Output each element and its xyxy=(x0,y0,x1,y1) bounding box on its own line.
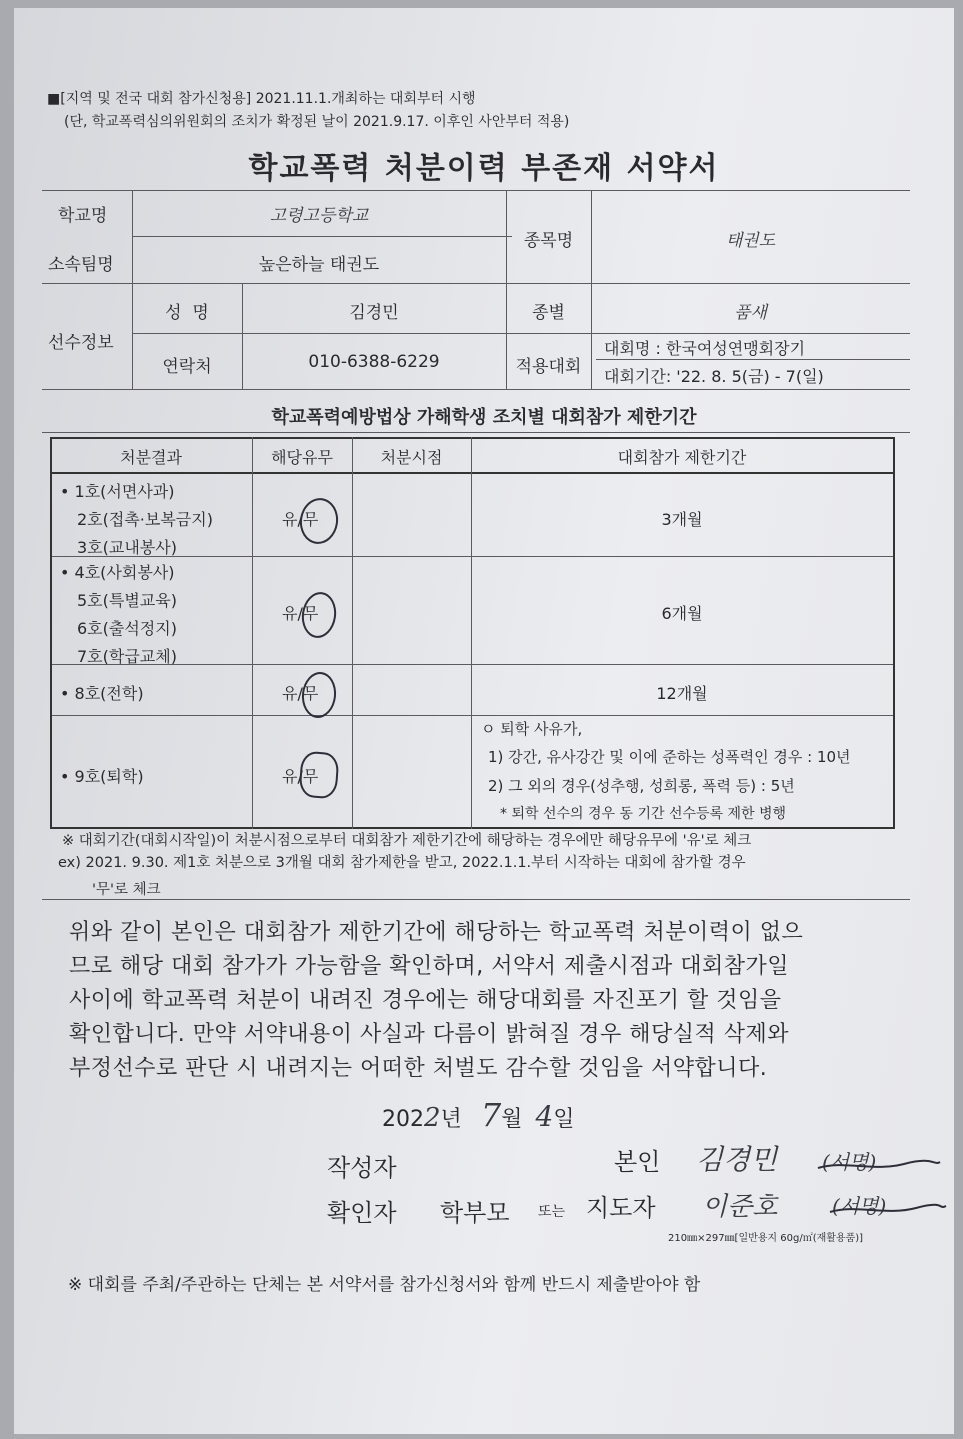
restriction-period: 6개월 xyxy=(661,604,703,623)
expulsion-line: 2) 그 외의 경우(성추행, 성희롱, 폭력 등) : 5년 xyxy=(488,777,795,795)
document-title: 학교폭력 처분이력 부존재 서약서 xyxy=(248,151,720,186)
note-2: ex) 2021. 9.30. 제1호 처분으로 3개월 대회 참가제한을 받고, 2022.1.1.부터 시작하는 대회에 참가할 경우 xyxy=(58,855,746,871)
header-line-1: ■[지역 및 전국 대회 참가신청용] 2021.11.1.개최하는 대회부터 시행 xyxy=(47,91,476,107)
player-info-label: 선수정보 xyxy=(48,333,114,353)
or-label: 또는 xyxy=(538,1204,566,1220)
team-label: 소속팀명 xyxy=(48,255,114,275)
expulsion-line: * 퇴학 선수의 경우 동 기간 선수등록 제한 병행 xyxy=(500,806,787,822)
signature-scribble-1 xyxy=(814,1146,944,1186)
pledge-document xyxy=(14,8,954,1434)
expulsion-line: ㅇ 퇴학 사유가, xyxy=(481,720,583,738)
result-item: • 4호(사회봉사) xyxy=(60,563,175,582)
pledge-line: 확인합니다. 만약 서약내용이 사실과 다름이 밝혀질 경우 해당실적 삭제와 xyxy=(69,1022,790,1047)
date-month-label: 월 xyxy=(501,1107,523,1132)
pledge-line: 므로 해당 대회 참가가 가능함을 확인하며, 서약서 제출시점과 대회참가일 xyxy=(69,954,790,979)
expulsion-line: 1) 강간, 유사강간 및 이에 준하는 성폭력인 경우 : 10년 xyxy=(488,748,851,766)
name-value: 김경민 xyxy=(349,303,399,323)
pledge-text xyxy=(69,916,909,1086)
event-label: 종목명 xyxy=(523,231,574,251)
date-day-label: 일 xyxy=(553,1107,575,1132)
coach-label: 지도자 xyxy=(586,1194,656,1222)
date-year-hand: 2 xyxy=(424,1103,441,1133)
date-year-label: 년 xyxy=(440,1107,462,1132)
parent-label: 학부모 xyxy=(440,1199,510,1227)
applicable-yn: 유/무 xyxy=(282,767,319,786)
competition-period: 대회기간: '22. 8. 5(금) - 7(일) xyxy=(604,367,824,386)
note-3: '무'로 체크 xyxy=(92,882,161,898)
restriction-period: 12개월 xyxy=(656,684,708,703)
competition-name: 대회명 : 한국여성연맹회장기 xyxy=(604,339,806,358)
signature-scribble-2 xyxy=(826,1194,950,1228)
confirmer-label: 확인자 xyxy=(327,1199,397,1227)
contact-label: 연락처 xyxy=(162,357,212,377)
name-label: 성 명 xyxy=(165,303,209,323)
sign-mark-1: (서명) xyxy=(822,1150,877,1174)
coach-signature: 이준호 xyxy=(702,1192,778,1222)
event-value: 태권도 xyxy=(725,231,776,251)
result-item: • 8호(전학) xyxy=(60,684,144,703)
paper-spec: 210㎜×297㎜[일반용지 60g/㎡(재활용품)] xyxy=(668,1233,864,1244)
result-item: 2호(접촉·보복금지) xyxy=(77,510,213,529)
col-header-period: 대회참가 제한기간 xyxy=(617,448,747,467)
writer-label: 작성자 xyxy=(327,1154,397,1182)
col-header-result: 처분결과 xyxy=(120,448,182,467)
result-item: • 1호(서면사과) xyxy=(60,482,175,501)
col-header-applicable: 해당유무 xyxy=(271,448,333,467)
result-item: 3호(교내봉사) xyxy=(77,538,177,557)
result-item: 7호(학급교체) xyxy=(77,647,177,666)
contact-value: 010-6388-6229 xyxy=(308,352,440,372)
self-label: 본인 xyxy=(614,1148,661,1176)
sign-mark-2: (서명) xyxy=(832,1194,887,1218)
date-line xyxy=(382,1096,575,1134)
footer-note: ※ 대회를 주최/주관하는 단체는 본 서약서를 참가신청서와 함께 반드시 제출받아야 함 xyxy=(68,1275,701,1295)
result-item: 6호(출석정지) xyxy=(77,619,177,638)
date-prefix: 202 xyxy=(382,1107,424,1132)
result-item: • 9호(퇴학) xyxy=(60,767,144,786)
restriction-subtitle: 학교폭력예방법상 가해학생 조치별 대회참가 제한기간 xyxy=(271,407,697,428)
type-label: 종별 xyxy=(532,303,565,323)
pledge-line: 부정선수로 판단 시 내려지는 어떠한 처벌도 감수할 것임을 서약합니다. xyxy=(69,1056,768,1081)
check-circle xyxy=(298,751,339,800)
applicable-yn: 유/무 xyxy=(282,604,319,623)
restriction-period: 3개월 xyxy=(661,510,703,529)
check-circle xyxy=(300,670,339,719)
school-label: 학교명 xyxy=(58,206,108,226)
date-day-hand: 4 xyxy=(535,1100,554,1133)
applicable-yn: 유/무 xyxy=(282,510,319,529)
self-signature: 김경민 xyxy=(696,1143,778,1176)
col-header-date: 처분시점 xyxy=(380,448,443,467)
check-circle xyxy=(297,496,341,547)
pledge-line: 위와 같이 본인은 대회참가 제한기간에 해당하는 학교폭력 처분이력이 없으 xyxy=(69,920,804,945)
result-item: 5호(특별교육) xyxy=(77,591,177,610)
header-line-2: (단, 학교폭력심의위원회의 조치가 확정된 날이 2021.9.17. 이후인 사안부터 적용) xyxy=(64,114,570,130)
type-value: 품새 xyxy=(734,303,767,323)
pledge-line: 사이에 학교폭력 처분이 내려진 경우에는 해당대회를 자진포기 할 것임을 xyxy=(69,988,782,1013)
note-1: ※ 대회기간(대회시작일)이 처분시점으로부터 대회참가 제한기간에 해당하는 경우에만 해당유무에 '유'로 체크 xyxy=(62,833,752,849)
check-circle xyxy=(299,590,339,640)
applicable-yn: 유/무 xyxy=(282,684,319,703)
competition-label: 적용대회 xyxy=(515,357,582,377)
date-month-hand: 7 xyxy=(480,1096,502,1134)
team-value: 높은하늘 태권도 xyxy=(258,255,380,275)
school-value: 고령고등학교 xyxy=(269,206,369,226)
